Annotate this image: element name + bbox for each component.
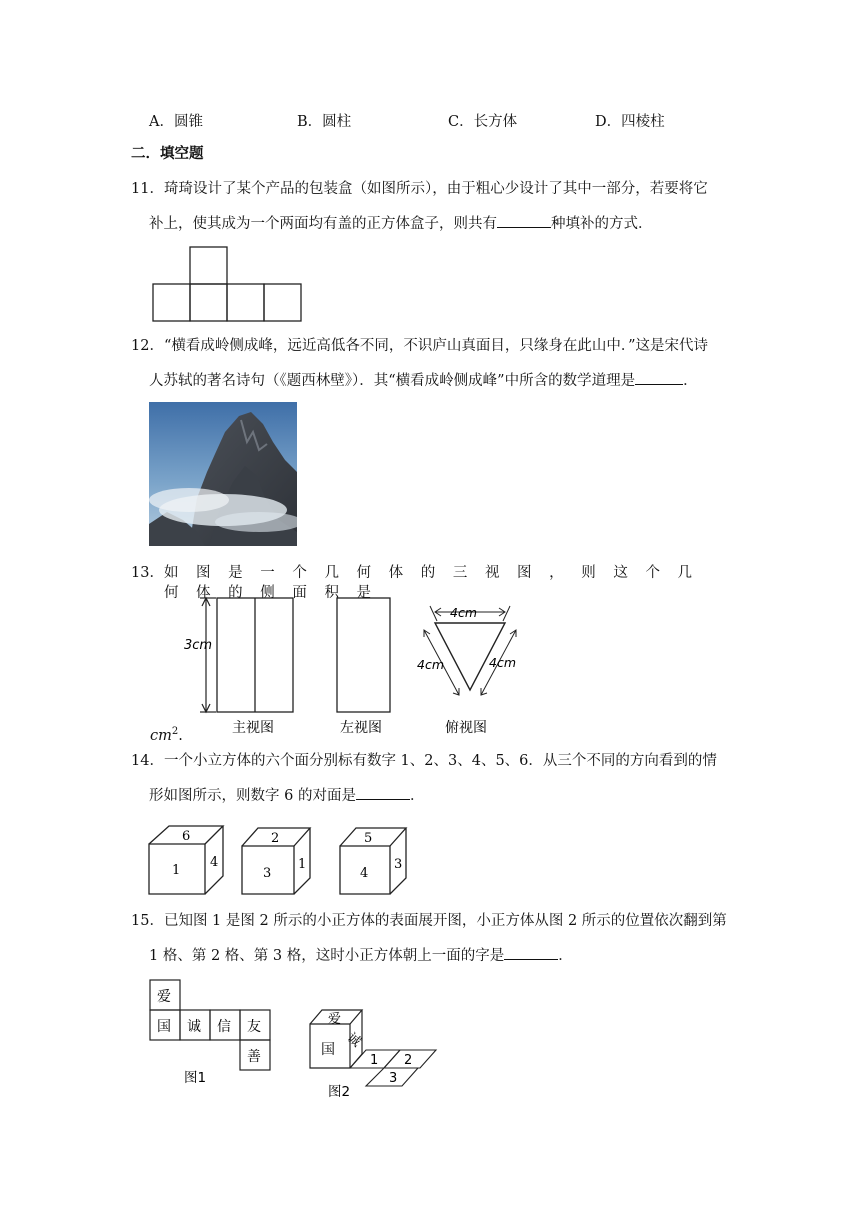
option-text: 圆锥 bbox=[173, 114, 203, 130]
net-char: 国 bbox=[157, 1019, 171, 1035]
cell-label: 3 bbox=[389, 1071, 398, 1086]
option-a bbox=[149, 112, 203, 132]
net-square bbox=[190, 284, 227, 321]
q11-line1 bbox=[131, 179, 708, 199]
fig1-label: 图1 bbox=[184, 1070, 207, 1086]
top-view-label: 俯视图 bbox=[445, 720, 487, 736]
q12-number: 12． bbox=[131, 338, 164, 354]
option-letter: A． bbox=[149, 114, 174, 130]
q11-text1: 琦琦设计了某个产品的包装盒（如图所示），由于粗心少设计了其中一部分，若要将它 bbox=[163, 181, 708, 197]
option-text: 圆柱 bbox=[322, 114, 352, 130]
q12-answer-blank[interactable] bbox=[635, 370, 683, 385]
net-char: 友 bbox=[247, 1019, 261, 1035]
cube-top-number: 2 bbox=[271, 831, 280, 846]
q13-text: 如图是一个几何体的三视图，则这个几何体的侧面积是 bbox=[163, 565, 710, 601]
cube-front-number: 3 bbox=[263, 866, 272, 881]
front-view-label: 主视图 bbox=[232, 720, 274, 736]
cube-top-number: 5 bbox=[364, 831, 373, 846]
fig2-label: 图2 bbox=[328, 1084, 351, 1100]
top-side-label: 4cm bbox=[450, 605, 478, 620]
q14-line1 bbox=[131, 751, 717, 771]
cube-1 bbox=[149, 826, 223, 894]
q15-line1 bbox=[131, 911, 727, 931]
mountain-photo bbox=[149, 402, 297, 546]
q12-text2: 人苏轼的著名诗句（《题西林壁》）．其“横看成岭侧成峰”中所含的数学道理是 bbox=[149, 373, 636, 389]
q11-text2: 补上，使其成为一个两面均有盖的正方体盒子，则共有 bbox=[149, 216, 497, 232]
q11-line2 bbox=[149, 213, 653, 234]
q11-answer-blank[interactable] bbox=[497, 213, 551, 228]
q14-text2: 形如图所示，则数字 6 的对面是 bbox=[149, 788, 356, 804]
q14-text3: ． bbox=[409, 788, 425, 804]
cube-right-number: 4 bbox=[210, 855, 219, 870]
option-d bbox=[595, 112, 665, 132]
right-side-label: 4cm bbox=[489, 655, 517, 670]
q14-text1: 一个小立方体的六个面分别标有数字 1、2、3、4、5、6．从三个不同的方向看到的情 bbox=[163, 753, 717, 769]
cell-label: 2 bbox=[404, 1053, 413, 1068]
q15-number: 15． bbox=[131, 913, 164, 929]
q15-line2 bbox=[149, 945, 573, 966]
option-text: 四棱柱 bbox=[621, 114, 665, 130]
q15-figure2-cube bbox=[300, 1006, 450, 1106]
q15-text3: ． bbox=[558, 948, 573, 964]
q12-line1 bbox=[131, 336, 708, 356]
q15-answer-blank[interactable] bbox=[504, 945, 558, 960]
cell-label: 1 bbox=[370, 1053, 379, 1068]
option-letter: D． bbox=[595, 114, 622, 130]
unit-end: . bbox=[178, 727, 183, 744]
net-square bbox=[227, 284, 264, 321]
option-letter: B． bbox=[297, 114, 323, 130]
q13-unit bbox=[150, 722, 183, 746]
net-char: 爱 bbox=[157, 989, 171, 1005]
q12-text3: ． bbox=[683, 373, 698, 389]
cube-front-number: 1 bbox=[172, 863, 181, 878]
q11-net-figure bbox=[150, 244, 306, 324]
unit-sup: 2 bbox=[171, 726, 179, 737]
q14-number: 14． bbox=[131, 753, 164, 769]
net-char: 诚 bbox=[187, 1019, 201, 1035]
q15-figure1-net bbox=[146, 976, 276, 1088]
left-view-label: 左视图 bbox=[340, 720, 382, 736]
cube-top-number: 6 bbox=[182, 829, 191, 844]
q14-line2 bbox=[149, 785, 424, 806]
cube-2 bbox=[242, 828, 310, 894]
left-view-rect bbox=[337, 598, 390, 712]
q11-number: 11． bbox=[131, 181, 164, 197]
cube-right-number: 1 bbox=[298, 857, 307, 872]
q12-text1: “横看成岭侧成峰，远近高低各不同，不识庐山真面目，只缘身在此山中．”这是宋代诗 bbox=[163, 338, 709, 354]
q11-text3: 种填补的方式． bbox=[551, 216, 653, 232]
q15-text1: 已知图 1 是图 2 所示的小正方体的表面展开图，小正方体从图 2 所示的位置依次翻到第 bbox=[163, 913, 727, 929]
section-title: 二．填空题 bbox=[131, 146, 204, 162]
dimension-tick bbox=[430, 606, 437, 621]
left-side-label: 4cm bbox=[417, 657, 445, 672]
cube-right-char: 诚 bbox=[343, 1030, 364, 1051]
net-char: 信 bbox=[217, 1019, 231, 1035]
option-b bbox=[297, 112, 351, 132]
net-square bbox=[264, 284, 301, 321]
cube-top-char: 爱 bbox=[328, 1012, 342, 1027]
unit-text: cm bbox=[150, 727, 172, 744]
option-letter: C． bbox=[448, 114, 474, 130]
q14-cubes-figure bbox=[140, 818, 420, 898]
net-square bbox=[153, 284, 190, 321]
q15-text2: 1 格、第 2 格、第 3 格，这时小正方体朝上一面的字是 bbox=[149, 948, 505, 964]
net-square bbox=[190, 247, 227, 284]
q13-number: 13． bbox=[131, 565, 164, 581]
dimension-tick bbox=[503, 606, 510, 621]
q12-line2 bbox=[149, 370, 698, 391]
cube-3 bbox=[340, 828, 406, 894]
option-text: 长方体 bbox=[473, 114, 518, 130]
net-char: 善 bbox=[247, 1049, 261, 1065]
cube-front-char: 国 bbox=[321, 1042, 335, 1058]
option-c bbox=[448, 112, 517, 132]
cube-right-number: 3 bbox=[394, 857, 403, 872]
height-label: 3cm bbox=[184, 638, 213, 653]
cube-front-number: 4 bbox=[360, 866, 369, 881]
q13-three-views-figure bbox=[180, 590, 540, 740]
q14-answer-blank[interactable] bbox=[356, 785, 410, 800]
